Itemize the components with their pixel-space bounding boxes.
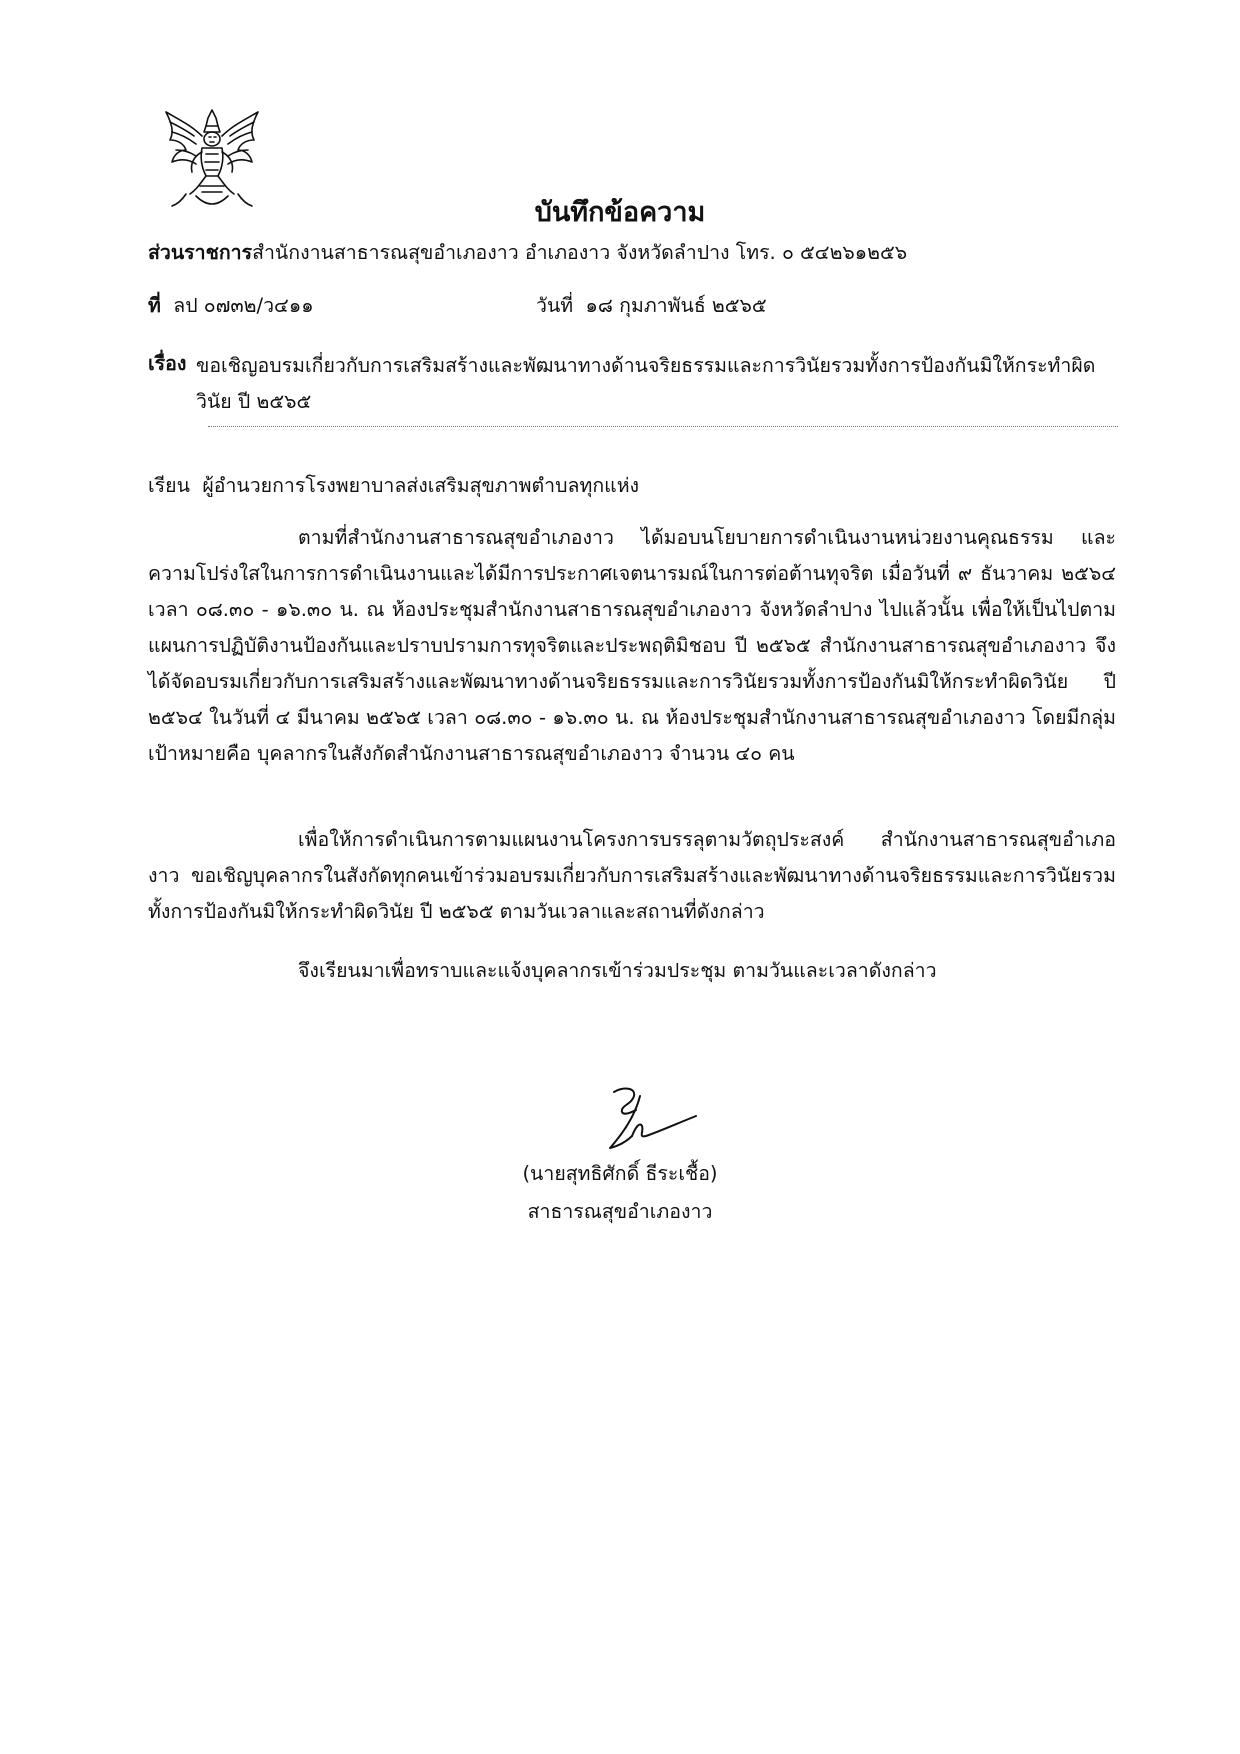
date-label: วันที่ [536,294,574,317]
date-line [536,290,767,321]
agency-line [148,237,907,268]
dotted-separator [208,426,1118,427]
signer-position: สาธารณสุขอำเภองาว [527,1200,713,1223]
date-value: ๑๘ กุมภาพันธ์ ๒๕๖๕ [585,294,767,317]
handwritten-signature-icon [596,1082,702,1158]
paragraph-1-text: ตามที่สำนักงานสาธารณสุขอำเภองาว ได้มอบนโยบายการดำเนินงานหน่วยงานคุณธรรม และความโปร่งใสในการการดำเนินงานและได้มีการประกาศเจตนารมณ์ในการต่อต้านทุจริต เมื่อวันที่ ๙ ธันวาคม ๒๕๖๔ เวลา ๐๘.๓๐ - ๑๖.๓๐ น. ณ ห้องประชุมสำนักงานสาธารณสุขอำเภองาว จังหวัดลำปาง ไปแล้วนั้น เพื่อให้เป็นไปตามแผนการปฏิบัติงานป้องกันและปราบปรามการทุจริตและประพฤติมิชอบ ปี ๒๕๖๕ สำนักงานสาธารณสุขอำเภองาว จึงได้จัดอบรมเกี่ยวกับการเสริมสร้างและพัฒนาทางด้านจริยธรรมและการวินัยรวมทั้งการป้องกันมิให้กระทำผิดวินัย ปี ๒๕๖๔ ในวันที่ ๔ มีนาคม ๒๕๖๕ เวลา ๐๘.๓๐ - ๑๖.๓๐ น. ณ ห้องประชุมสำนักงานสาธารณสุขอำเภองาว โดยมีกลุ่มเป้าหมายคือ บุคลากรในสังกัดสำนักงานสาธารณสุขอำเภองาว จำนวน ๔๐ คน [148,526,1116,765]
paragraph-2-text: เพื่อให้การดำเนินการตามแผนงานโครงการบรรลุตามวัตถุประสงค์ สำนักงานสาธารณสุขอำเภองาว ขอเชิญบุคลากรในสังกัดทุกคนเข้าร่วมอบรมเกี่ยวกับการเสริมสร้างและพัฒนาทางด้านจริยธรรมและการวินัยรวมทั้งการป้องกันมิให้กระทำผิดวินัย ปี ๒๕๖๕ ตามวันเวลาและสถานที่ดังกล่าว [148,828,1116,923]
agency-label: ส่วนราชการ [148,241,253,264]
closing-line: จึงเรียนมาเพื่อทราบและแจ้งบุคลากรเข้าร่วมประชุม ตามวันและเวลาดังกล่าว [298,959,937,982]
memo-title: บันทึกข้อความ [534,197,706,228]
salutation-label: เรียน [148,474,190,497]
reference-line [148,290,314,321]
subject-label: เรื่อง [148,352,187,375]
body-paragraph-1 [148,520,1116,772]
salutation-line [148,470,639,501]
salutation-value: ผู้อำนวยการโรงพยาบาลส่งเสริมสุขภาพตำบลทุกแห่ง [202,474,640,497]
subject-text: ขอเชิญอบรมเกี่ยวกับการเสริมสร้างและพัฒนาทางด้านจริยธรรมและการวินัยรวมทั้งการป้องกันมิให้กระทำผิดวินัย ปี ๒๕๖๕ [196,354,1096,413]
reference-label: ที่ [148,294,161,317]
reference-value: ลป ๐๗๓๒/ว๔๑๑ [173,294,314,317]
body-paragraph-2 [148,822,1116,930]
agency-value: สำนักงานสาธารณสุขอำเภองาว อำเภองาว จังหวัดลำปาง โทร. ๐ ๕๔๒๖๑๒๕๖ [252,241,908,264]
signer-name: (นายสุทธิศักดิ์ ธีระเชื้อ) [522,1162,718,1185]
